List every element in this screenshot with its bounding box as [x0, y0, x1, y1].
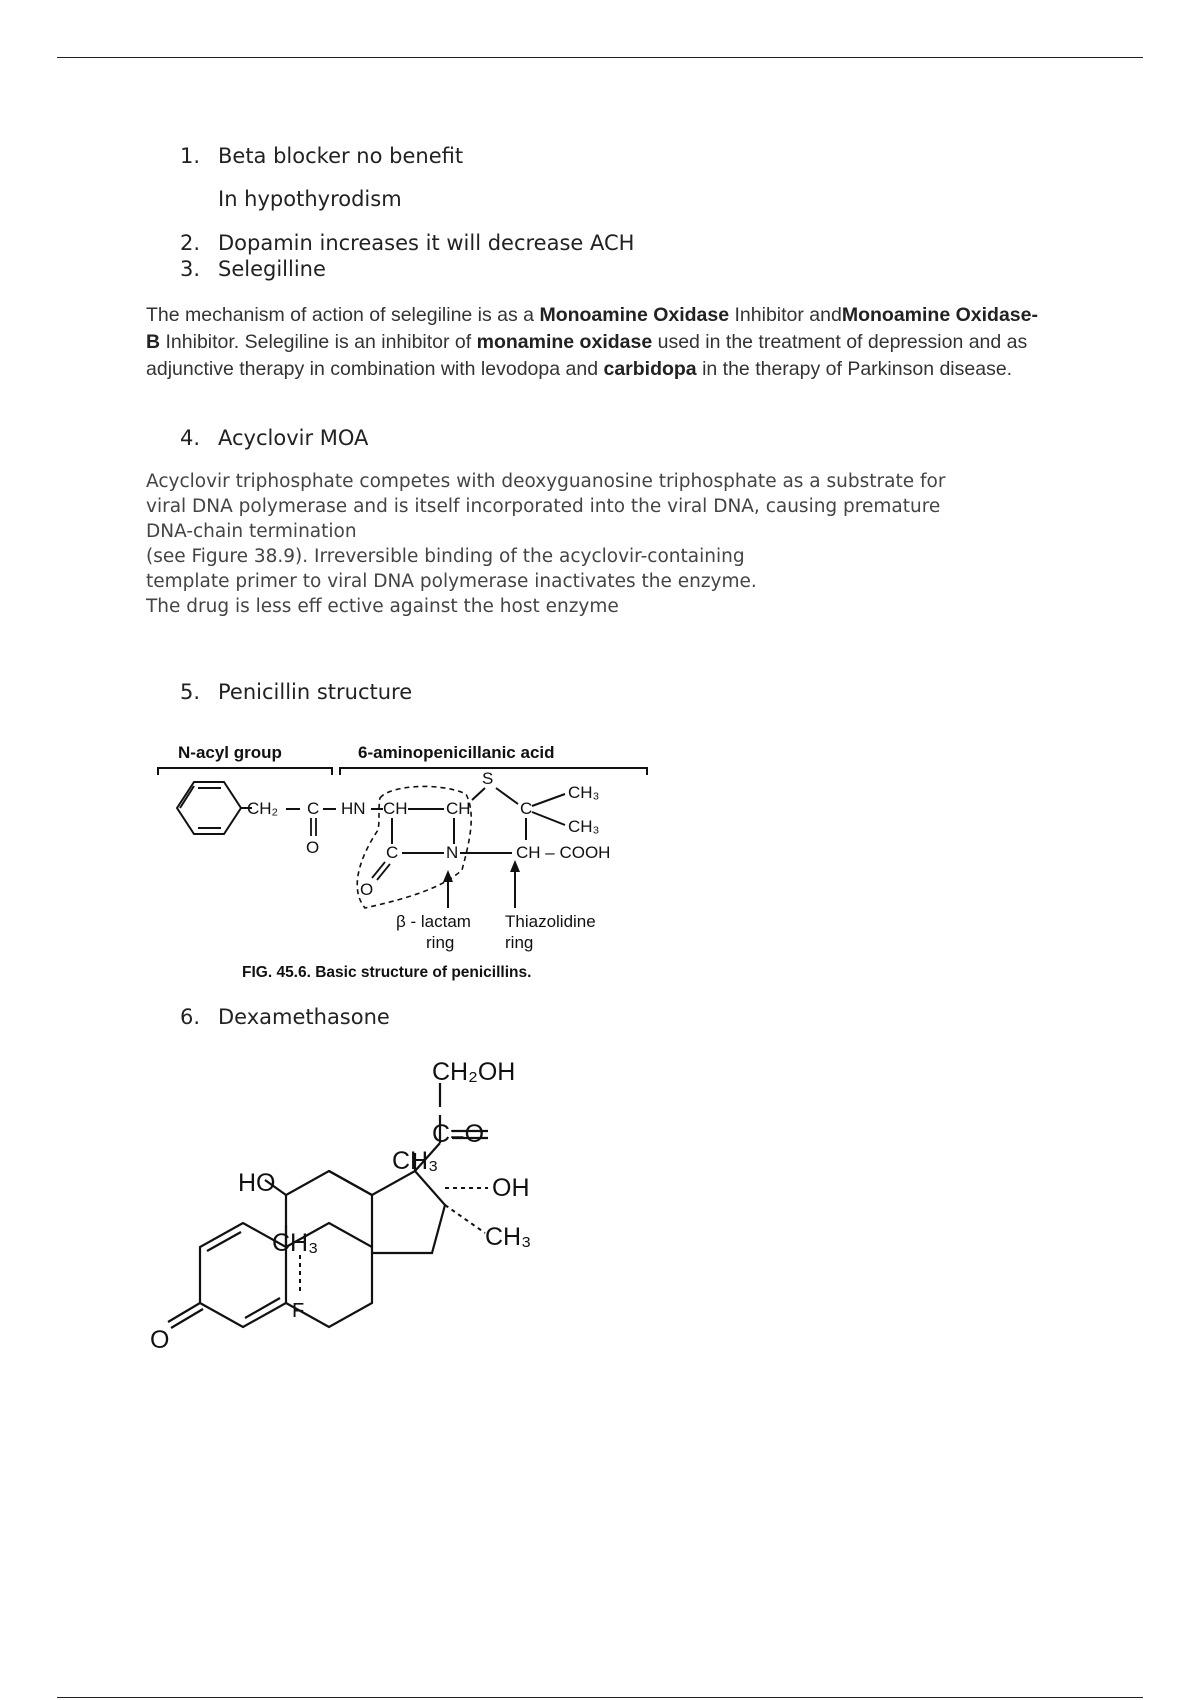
list-text: Dopamin increases it will decrease ACH — [218, 231, 635, 255]
cooh-label: CH – COOH — [516, 843, 611, 862]
list-item-1 — [180, 144, 463, 168]
ch-beta-label: CH — [446, 799, 471, 818]
list-number: 5. — [180, 680, 201, 704]
list-item-3 — [180, 257, 326, 281]
list-text: Beta blocker no benefit — [218, 144, 464, 168]
list-item-5 — [180, 680, 412, 704]
list-number: 6. — [180, 1005, 201, 1029]
n-acyl-group-label: N-acyl group — [178, 743, 282, 762]
beta-lactam-label: β - lactam — [396, 912, 471, 931]
lactam-c-label: C — [386, 843, 399, 862]
benzene-ring — [177, 782, 241, 834]
thiazolidine-label: Thiazolidine — [505, 912, 596, 931]
list-item-1-subtext: In hypothyrodism — [218, 187, 402, 211]
dexamethasone-structure-figure — [140, 1055, 600, 1375]
header-rule — [57, 57, 1143, 58]
ch-alpha-label: CH — [383, 799, 408, 818]
fluorine-label: F — [292, 1300, 305, 1322]
ho-label: HO — [238, 1169, 276, 1197]
list-text: Dexamethasone — [218, 1005, 390, 1029]
penicillin-figure-caption: FIG. 45.6. Basic structure of penicillins. — [242, 964, 532, 981]
ch2oh-label: CH₂OH — [432, 1058, 516, 1086]
carbonyl-o-label: O — [306, 838, 320, 857]
list-text: Acyclovir MOA — [218, 426, 369, 450]
lactam-o-label: O — [360, 880, 374, 899]
ch3-right-label: CH₃ — [485, 1223, 532, 1251]
acyl-bracket — [158, 768, 332, 775]
hn-label: HN — [341, 799, 366, 818]
list-text: Penicillin structure — [218, 680, 413, 704]
sulfur-label: S — [482, 769, 494, 788]
thiazolidine-ring-label: ring — [505, 933, 534, 952]
quaternary-c-label: C — [520, 799, 533, 818]
list-number: 2. — [180, 231, 201, 255]
list-number: 4. — [180, 426, 201, 450]
oh-label: OH — [492, 1174, 530, 1202]
list-number: 3. — [180, 257, 201, 281]
footer-rule — [57, 1697, 1143, 1698]
list-number: 1. — [180, 144, 201, 168]
selegiline-paragraph: The mechanism of action of selegiline is as a Monoamine Oxidase Inhibitor andMonoamine Oxidase-B Inhibitor. Selegiline is an inhibitor of monamine oxidase used in the treatment of depression and as adjunctive therapy in combination with levodopa and carbidopa in the therapy of Parkinson disease. — [146, 304, 1038, 380]
acyclovir-paragraph: Acyclovir triphosphate competes with deoxyguanosine triphosphate as a substrate for viral DNA polymerase and is itself incorporated into the viral DNA, causing premature DNA-chain termination (see Figure 38.9). Irreversible binding of the acyclovir-containing template primer to viral DNA polymerase inactivates the enzyme. The drug is less eff ective against the host enzyme — [146, 471, 946, 617]
carbonyl-label: C=O — [432, 1120, 485, 1148]
ch2-label: CH₂ — [247, 799, 279, 818]
penicillin-structure-figure — [140, 730, 660, 985]
nitrogen-label: N — [446, 843, 459, 862]
ring-d — [372, 1171, 445, 1253]
methyl-a-label: CH₃ — [568, 783, 600, 802]
list-item-2 — [180, 231, 634, 255]
carbonyl-c-label: C — [307, 799, 320, 818]
ketone-o-label: O — [150, 1326, 170, 1354]
list-item-6 — [180, 1005, 390, 1029]
apa-bracket — [340, 768, 647, 775]
list-item-4 — [180, 426, 368, 450]
beta-lactam-ring-label: ring — [426, 933, 455, 952]
ch3-top-label: CH₃ — [392, 1147, 439, 1175]
aminopenicillanic-acid-label: 6-aminopenicillanic acid — [358, 743, 555, 762]
methyl-b-label: CH₃ — [568, 817, 600, 836]
list-text: Selegilline — [218, 257, 326, 281]
ch3-mid-label: CH₃ — [272, 1229, 319, 1257]
